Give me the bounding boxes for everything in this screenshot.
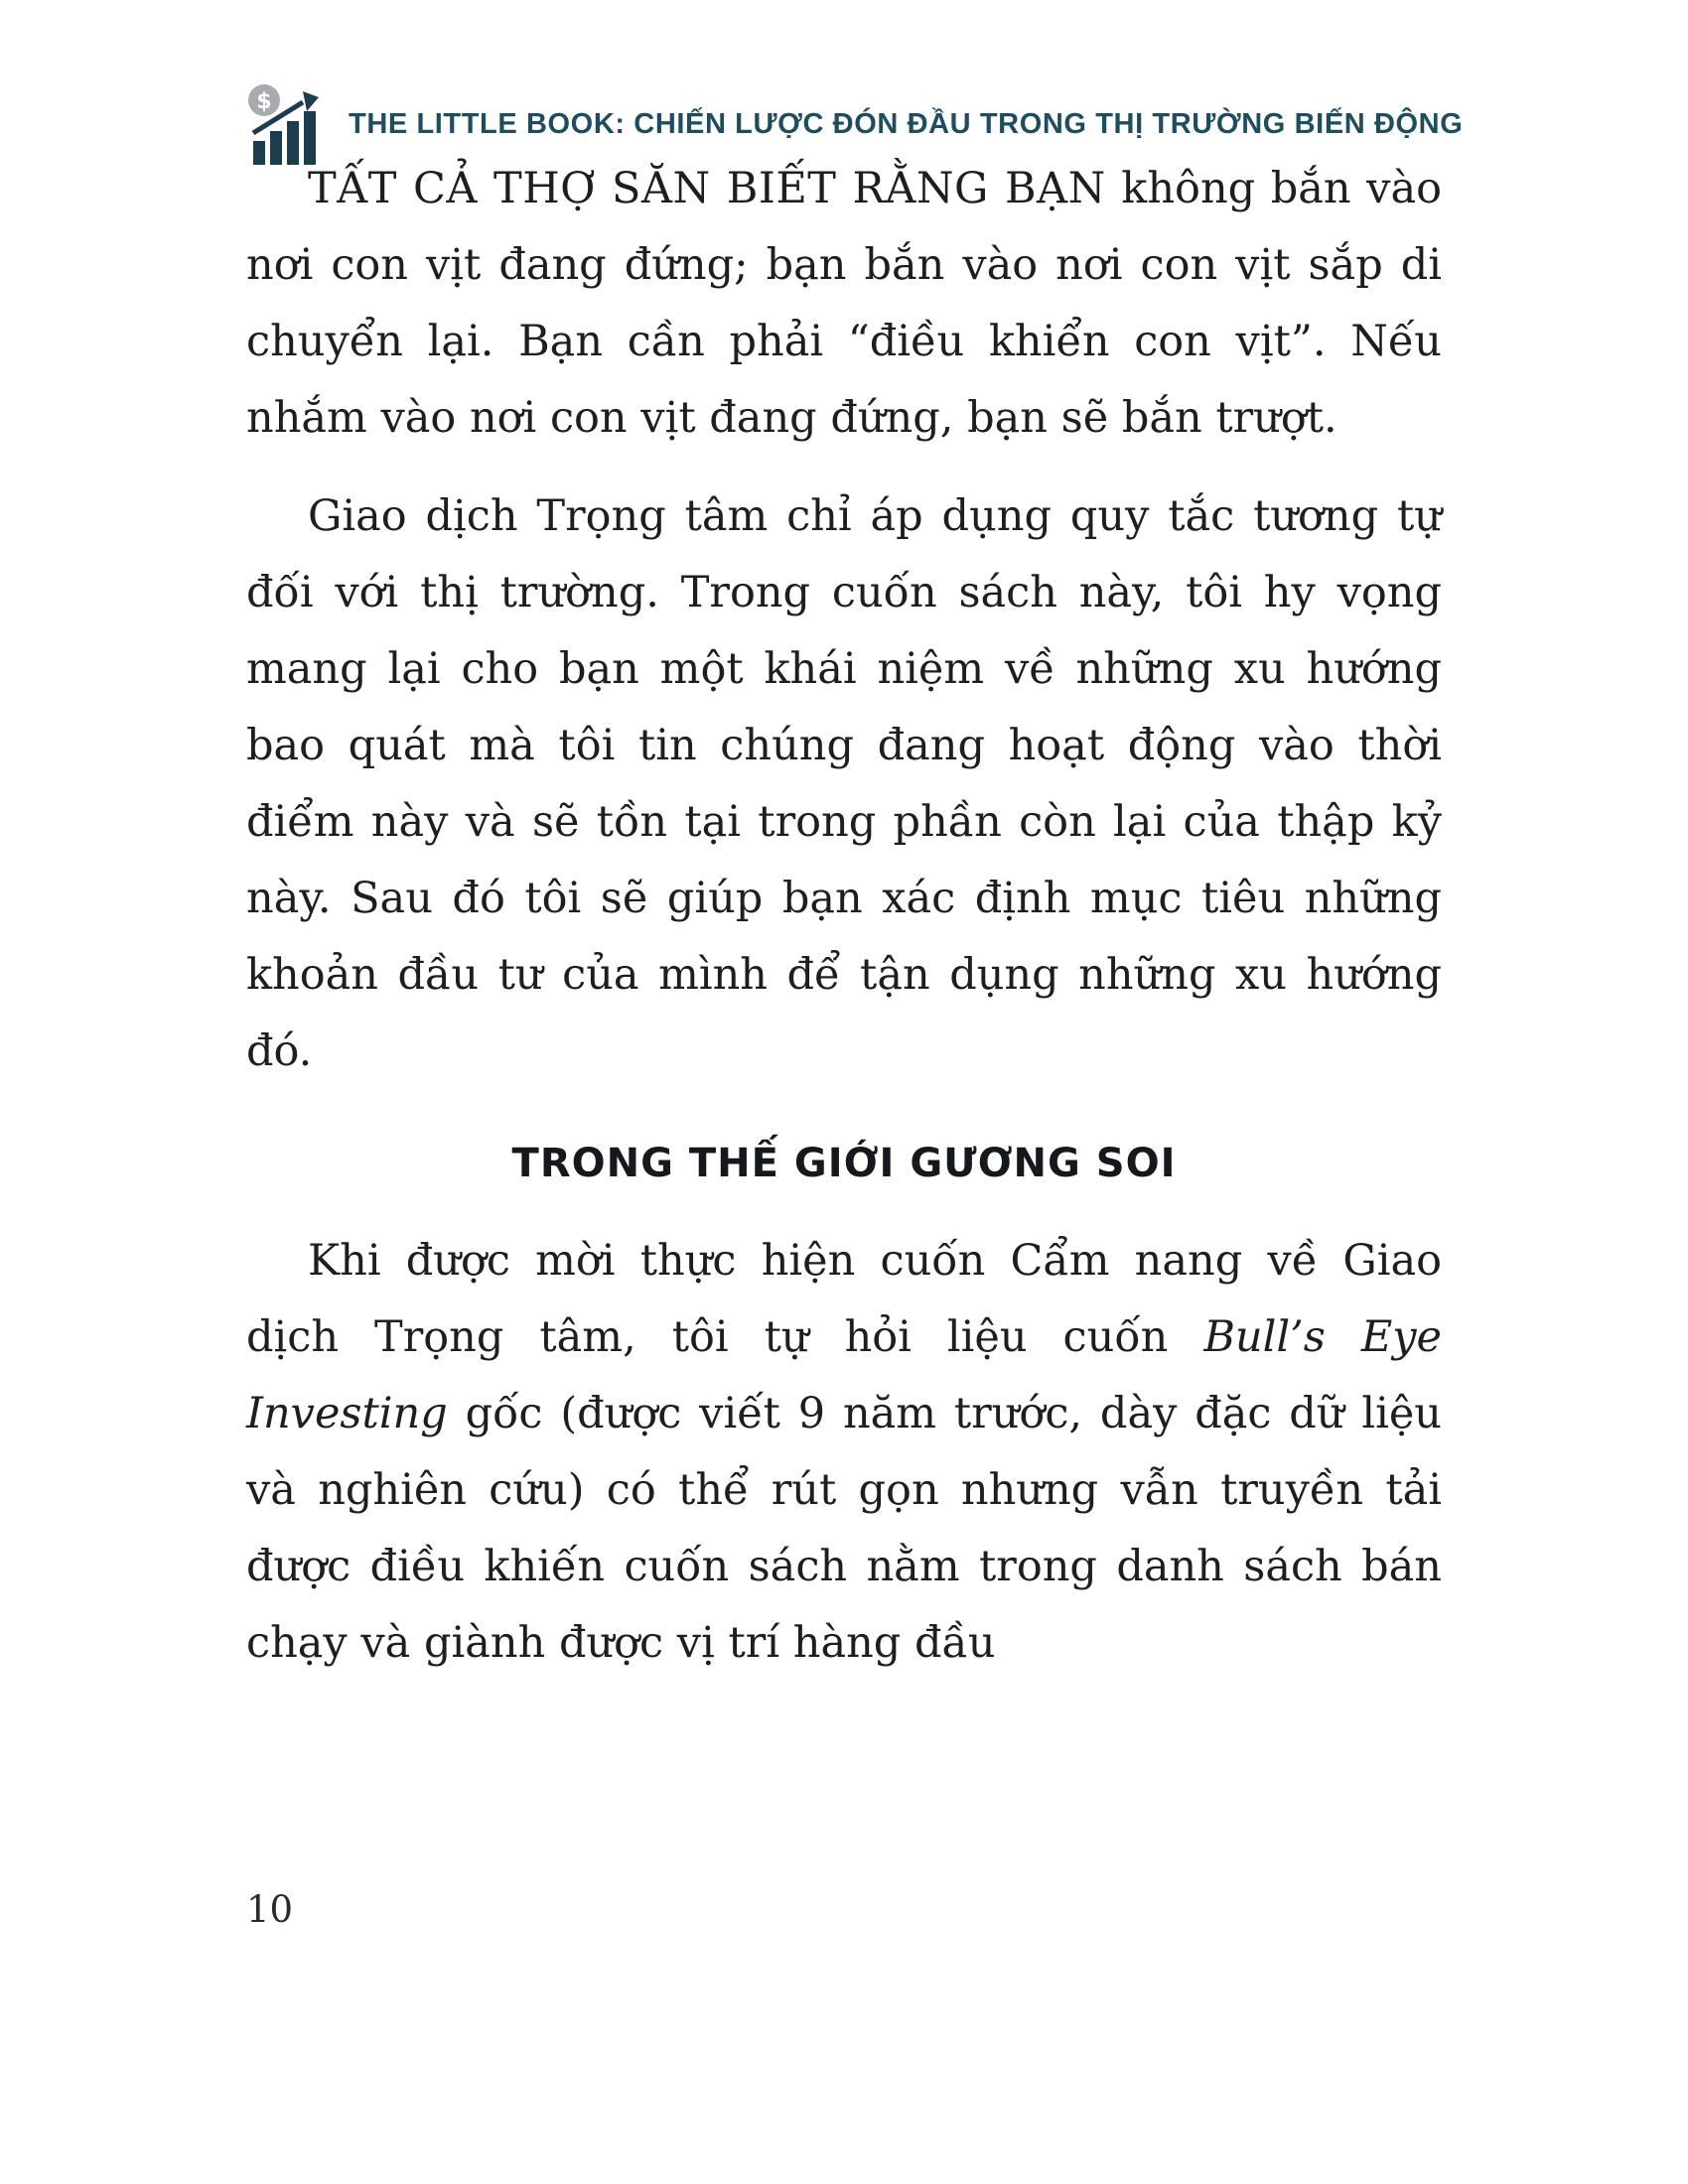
running-head-title: THE LITTLE BOOK: CHIẾN LƯỢC ĐÓN ĐẦU TRONG THỊ TRƯỜNG BIẾN ĐỘNG [349,107,1464,140]
paragraph-text: gốc (được viết 9 năm trước, dày đặc dữ liệu và nghiên cứu) có thể rút gọn nhưng vẫn truyền tải được điều khiến cuốn sách nằm trong danh sách bán chạy và giành được vị trí hàng đầu [246,1389,1442,1668]
paragraph-2: Giao dịch Trọng tâm chỉ áp dụng quy tắc tương tự đối với thị trường. Trong cuốn sách này, tôi hy vọng mang lại cho bạn một khái niệm về những xu hướng bao quát mà tôi tin chúng đang hoạt động vào thời điểm này và sẽ tồn tại trong phần còn lại của thập kỷ này. Sau đó tôi sẽ giúp bạn xác định mục tiêu những khoản đầu tư của mình để tận dụng những xu hướng đó. [246,491,1442,1076]
paragraph-3 [246,1223,1442,1682]
section-heading: TRONG THẾ GIỚI GƯƠNG SOI [511,1141,1177,1186]
page-body [246,151,1442,1704]
paragraph-1 [246,151,1442,457]
page-number: 10 [246,1888,294,1931]
book-title-italic: Bull’s Eye Investing [246,1312,1442,1438]
paragraph-text: Khi được mời thực hiện cuốn Cẩm nang về Giao dịch Trọng tâm, tôi tự hỏi liệu cuốn [246,1236,1442,1362]
paragraph-lead-caps: TẤT CẢ THỢ SĂN BIẾT RẰNG BẠN [308,164,1106,213]
dollar-sign: $ [256,89,272,114]
arrow-head-icon [303,91,319,111]
paragraph-text: không bắn vào nơi con vịt đang đứng; bạn bắn vào nơi con vịt sắp di chuyển lại. Bạn cần phải “điều khiển con vịt”. Nếu nhắm vào nơi con vịt đang đứng, bạn sẽ bắn trượt. [246,164,1442,443]
